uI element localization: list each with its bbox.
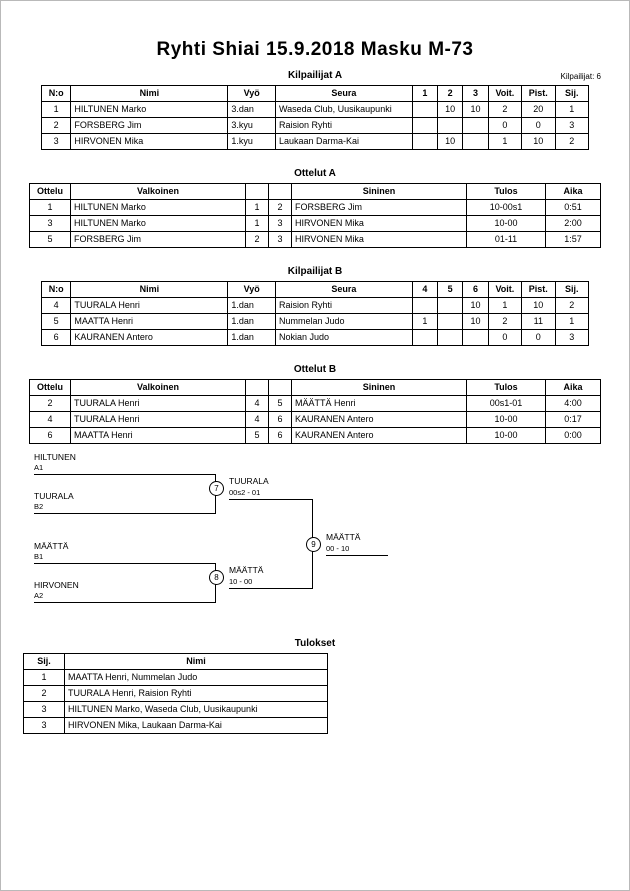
cell-wins: 0 bbox=[488, 330, 521, 346]
cell-name: KAURANEN Antero bbox=[71, 330, 228, 346]
bracket-semifinal-top-score: 00s2 - 01 bbox=[229, 488, 261, 497]
bracket-semifinal-bottom-score: 10 - 00 bbox=[229, 577, 253, 586]
cell-name: TUURALA Henri bbox=[71, 298, 228, 314]
finals-bracket bbox=[1, 452, 630, 632]
cell-no: 4 bbox=[42, 298, 71, 314]
cell-wins: 2 bbox=[488, 314, 521, 330]
col-match-no: Ottelu bbox=[30, 380, 71, 396]
bracket-line bbox=[34, 602, 216, 603]
cell-white-seed: 5 bbox=[246, 428, 269, 444]
section-title-results: Tulokset bbox=[294, 638, 336, 649]
table-row bbox=[30, 396, 601, 412]
pool-b-table bbox=[41, 281, 589, 346]
col-position: Sij. bbox=[24, 654, 65, 670]
cell-result: 00s1-01 bbox=[467, 396, 546, 412]
cell-points: 10 bbox=[522, 298, 555, 314]
cell-club: Raision Ryhti bbox=[275, 118, 412, 134]
bracket-entry-seed: B2 bbox=[34, 502, 44, 511]
cell-white-seed: 1 bbox=[246, 200, 269, 216]
bracket-semifinal-top-winner: TUURALA bbox=[229, 476, 269, 486]
cell-belt: 3.kyu bbox=[228, 118, 276, 134]
cell-points: 11 bbox=[522, 314, 555, 330]
cell-white-seed: 1 bbox=[246, 216, 269, 232]
cell-m3: 10 bbox=[463, 102, 488, 118]
bracket-final-score: 00 - 10 bbox=[326, 544, 350, 553]
cell-blue-seed: 6 bbox=[269, 428, 292, 444]
bracket-line bbox=[34, 474, 216, 475]
col-result: Tulos bbox=[467, 184, 546, 200]
col-m3: 3 bbox=[463, 86, 488, 102]
cell-time: 0:00 bbox=[546, 428, 601, 444]
col-blue: Sininen bbox=[292, 380, 467, 396]
col-no: N:o bbox=[42, 282, 71, 298]
cell-match-no: 4 bbox=[30, 412, 71, 428]
col-time: Aika bbox=[546, 380, 601, 396]
bracket-semifinal-bottom-winner: MÄÄTTÄ bbox=[229, 565, 264, 575]
cell-match-no: 3 bbox=[30, 216, 71, 232]
cell-white: HILTUNEN Marko bbox=[71, 200, 246, 216]
col-no: N:o bbox=[42, 86, 71, 102]
cell-name: MAATTA Henri, Nummelan Judo bbox=[65, 670, 328, 686]
col-white: Valkoinen bbox=[71, 184, 246, 200]
col-name: Nimi bbox=[71, 282, 228, 298]
cell-place: 2 bbox=[555, 134, 589, 150]
col-belt: Vyö bbox=[228, 86, 276, 102]
col-blue-seed bbox=[269, 184, 292, 200]
matches-a-table-wrapper bbox=[1, 183, 629, 248]
col-white-seed bbox=[246, 380, 269, 396]
matches-b-table bbox=[29, 379, 601, 444]
table-header-row bbox=[30, 380, 601, 396]
bracket-entry-seed: A2 bbox=[34, 591, 44, 600]
cell-m4 bbox=[412, 298, 437, 314]
cell-name: MAATTA Henri bbox=[71, 314, 228, 330]
cell-belt: 1.kyu bbox=[228, 134, 276, 150]
cell-result: 10-00 bbox=[467, 216, 546, 232]
col-club: Seura bbox=[275, 282, 412, 298]
table-row bbox=[42, 134, 589, 150]
table-row bbox=[42, 102, 589, 118]
pool-b-table-wrapper bbox=[1, 281, 629, 346]
bracket-entry-name: MÄÄTTÄ bbox=[34, 541, 69, 551]
table-row bbox=[30, 412, 601, 428]
bracket-entry-name: HIRVONEN bbox=[34, 580, 79, 590]
cell-m4 bbox=[412, 330, 437, 346]
col-belt: Vyö bbox=[228, 282, 276, 298]
cell-result: 01-11 bbox=[467, 232, 546, 248]
cell-blue: HIRVONEN Mika bbox=[292, 216, 467, 232]
cell-position: 2 bbox=[24, 686, 65, 702]
cell-m1 bbox=[412, 118, 437, 134]
cell-m2: 10 bbox=[438, 134, 463, 150]
table-row bbox=[42, 330, 589, 346]
cell-blue: KAURANEN Antero bbox=[292, 412, 467, 428]
cell-white-seed: 2 bbox=[246, 232, 269, 248]
bracket-entry-seed: B1 bbox=[34, 552, 44, 561]
cell-club: Waseda Club, Uusikaupunki bbox=[275, 102, 412, 118]
table-row bbox=[30, 216, 601, 232]
cell-points: 0 bbox=[522, 118, 555, 134]
cell-time: 0:17 bbox=[546, 412, 601, 428]
cell-time: 2:00 bbox=[546, 216, 601, 232]
cell-m2: 10 bbox=[438, 102, 463, 118]
col-m5: 5 bbox=[438, 282, 463, 298]
cell-wins: 1 bbox=[488, 298, 521, 314]
cell-position: 1 bbox=[24, 670, 65, 686]
col-points: Pist. bbox=[522, 86, 555, 102]
cell-club: Raision Ryhti bbox=[275, 298, 412, 314]
cell-result: 10-00 bbox=[467, 428, 546, 444]
cell-m2 bbox=[438, 118, 463, 134]
cell-place: 2 bbox=[555, 298, 589, 314]
cell-result: 10-00 bbox=[467, 412, 546, 428]
bracket-line bbox=[34, 563, 216, 564]
cell-blue-seed: 5 bbox=[269, 396, 292, 412]
col-match-no: Ottelu bbox=[30, 184, 71, 200]
col-m6: 6 bbox=[463, 282, 488, 298]
cell-time: 0:51 bbox=[546, 200, 601, 216]
table-header-row bbox=[42, 282, 589, 298]
cell-time: 4:00 bbox=[546, 396, 601, 412]
bracket-line bbox=[229, 499, 313, 500]
table-row bbox=[30, 232, 601, 248]
col-blue-seed bbox=[269, 380, 292, 396]
cell-name: HILTUNEN Marko, Waseda Club, Uusikaupunki bbox=[65, 702, 328, 718]
bracket-node-7: 7 bbox=[209, 481, 224, 496]
table-row bbox=[24, 702, 328, 718]
section-title-matches-a: Ottelut A bbox=[294, 168, 336, 179]
results-table-wrapper bbox=[1, 653, 629, 734]
cell-position: 3 bbox=[24, 718, 65, 734]
table-row bbox=[30, 428, 601, 444]
cell-m5 bbox=[438, 314, 463, 330]
cell-name: HIRVONEN Mika, Laukaan Darma-Kai bbox=[65, 718, 328, 734]
competitor-count: Kilpailijat: 6 bbox=[560, 72, 601, 81]
cell-m3 bbox=[463, 134, 488, 150]
table-row bbox=[24, 670, 328, 686]
cell-blue: MÄÄTTÄ Henri bbox=[292, 396, 467, 412]
cell-no: 5 bbox=[42, 314, 71, 330]
cell-white: HILTUNEN Marko bbox=[71, 216, 246, 232]
col-name: Nimi bbox=[71, 86, 228, 102]
table-row bbox=[24, 718, 328, 734]
matches-b-table-wrapper bbox=[1, 379, 629, 444]
table-row bbox=[30, 200, 601, 216]
cell-blue: HIRVONEN Mika bbox=[292, 232, 467, 248]
cell-club: Nummelan Judo bbox=[275, 314, 412, 330]
section-title-matches-b: Ottelut B bbox=[293, 364, 337, 375]
cell-m3 bbox=[463, 118, 488, 134]
col-m1: 1 bbox=[412, 86, 437, 102]
cell-white-seed: 4 bbox=[246, 396, 269, 412]
results-table bbox=[23, 653, 328, 734]
col-place: Sij. bbox=[555, 86, 589, 102]
cell-place: 1 bbox=[555, 102, 589, 118]
cell-name: HIRVONEN Mika bbox=[71, 134, 228, 150]
col-club: Seura bbox=[275, 86, 412, 102]
cell-points: 20 bbox=[522, 102, 555, 118]
cell-m6 bbox=[463, 330, 488, 346]
cell-white: MAATTA Henri bbox=[71, 428, 246, 444]
col-blue: Sininen bbox=[292, 184, 467, 200]
cell-name: HILTUNEN Marko bbox=[71, 102, 228, 118]
cell-no: 1 bbox=[42, 102, 71, 118]
cell-result: 10-00s1 bbox=[467, 200, 546, 216]
cell-place: 3 bbox=[555, 118, 589, 134]
bracket-line bbox=[229, 588, 313, 589]
cell-m6: 10 bbox=[463, 298, 488, 314]
cell-match-no: 6 bbox=[30, 428, 71, 444]
cell-m5 bbox=[438, 298, 463, 314]
bracket-final-winner: MÄÄTTÄ bbox=[326, 532, 361, 542]
cell-belt: 3.dan bbox=[228, 102, 276, 118]
col-wins: Voit. bbox=[488, 86, 521, 102]
cell-belt: 1.dan bbox=[228, 298, 276, 314]
cell-m5 bbox=[438, 330, 463, 346]
page-title: Ryhti Shiai 15.9.2018 Masku M-73 bbox=[156, 39, 474, 60]
cell-wins: 2 bbox=[488, 102, 521, 118]
col-result: Tulos bbox=[467, 380, 546, 396]
cell-m1 bbox=[412, 134, 437, 150]
cell-blue-seed: 3 bbox=[269, 216, 292, 232]
bracket-entry-name: TUURALA bbox=[34, 491, 74, 501]
pool-a-table bbox=[41, 85, 589, 150]
bracket-node-8: 8 bbox=[209, 570, 224, 585]
cell-white: TUURALA Henri bbox=[71, 396, 246, 412]
section-title-pool-a: Kilpailijat A bbox=[287, 70, 343, 81]
cell-white-seed: 4 bbox=[246, 412, 269, 428]
cell-m6: 10 bbox=[463, 314, 488, 330]
col-name: Nimi bbox=[65, 654, 328, 670]
cell-blue: FORSBERG Jim bbox=[292, 200, 467, 216]
col-white-seed bbox=[246, 184, 269, 200]
cell-match-no: 2 bbox=[30, 396, 71, 412]
cell-club: Nokian Judo bbox=[275, 330, 412, 346]
cell-blue: KAURANEN Antero bbox=[292, 428, 467, 444]
cell-m4: 1 bbox=[412, 314, 437, 330]
bracket-node-9: 9 bbox=[306, 537, 321, 552]
col-m2: 2 bbox=[438, 86, 463, 102]
cell-wins: 0 bbox=[488, 118, 521, 134]
col-place: Sij. bbox=[555, 282, 589, 298]
cell-place: 1 bbox=[555, 314, 589, 330]
table-header-row bbox=[24, 654, 328, 670]
cell-name: FORSBERG Jim bbox=[71, 118, 228, 134]
cell-position: 3 bbox=[24, 702, 65, 718]
pool-a-table-wrapper bbox=[1, 85, 629, 150]
bracket-line bbox=[34, 513, 216, 514]
matches-a-table bbox=[29, 183, 601, 248]
cell-m1 bbox=[412, 102, 437, 118]
cell-belt: 1.dan bbox=[228, 330, 276, 346]
cell-match-no: 5 bbox=[30, 232, 71, 248]
cell-white: FORSBERG Jim bbox=[71, 232, 246, 248]
col-m4: 4 bbox=[412, 282, 437, 298]
cell-club: Laukaan Darma-Kai bbox=[275, 134, 412, 150]
col-white: Valkoinen bbox=[71, 380, 246, 396]
cell-place: 3 bbox=[555, 330, 589, 346]
cell-white: TUURALA Henri bbox=[71, 412, 246, 428]
col-wins: Voit. bbox=[488, 282, 521, 298]
cell-blue-seed: 3 bbox=[269, 232, 292, 248]
bracket-entry-name: HILTUNEN bbox=[34, 452, 76, 462]
cell-points: 0 bbox=[522, 330, 555, 346]
col-points: Pist. bbox=[522, 282, 555, 298]
table-row bbox=[42, 118, 589, 134]
cell-no: 3 bbox=[42, 134, 71, 150]
cell-belt: 1.dan bbox=[228, 314, 276, 330]
table-row bbox=[24, 686, 328, 702]
cell-blue-seed: 2 bbox=[269, 200, 292, 216]
bracket-entry-seed: A1 bbox=[34, 463, 44, 472]
cell-no: 6 bbox=[42, 330, 71, 346]
table-header-row bbox=[30, 184, 601, 200]
table-row bbox=[42, 298, 589, 314]
cell-name: TUURALA Henri, Raision Ryhti bbox=[65, 686, 328, 702]
cell-time: 1:57 bbox=[546, 232, 601, 248]
cell-match-no: 1 bbox=[30, 200, 71, 216]
cell-blue-seed: 6 bbox=[269, 412, 292, 428]
cell-wins: 1 bbox=[488, 134, 521, 150]
cell-points: 10 bbox=[522, 134, 555, 150]
section-title-pool-b: Kilpailijat B bbox=[287, 266, 343, 277]
col-time: Aika bbox=[546, 184, 601, 200]
table-row bbox=[42, 314, 589, 330]
table-header-row bbox=[42, 86, 589, 102]
cell-no: 2 bbox=[42, 118, 71, 134]
bracket-line bbox=[326, 555, 388, 556]
